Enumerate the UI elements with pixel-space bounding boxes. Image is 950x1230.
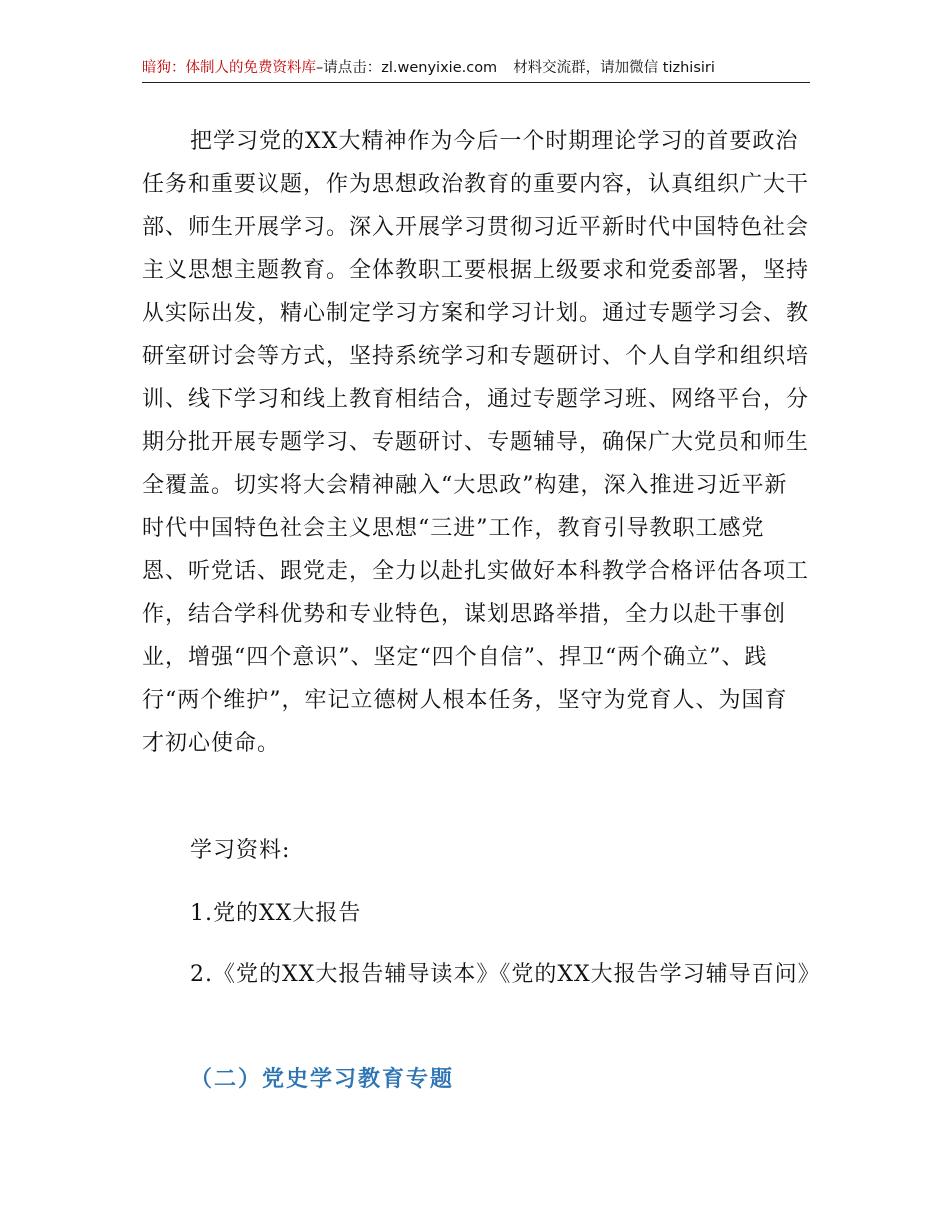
body-paragraph-1: 把学习党的XX大精神作为今后一个时期理论学习的首要政治任务和重要议题，作为思想政治教育的重要内容，认真组织广大干部、师生开展学习。深入开展学习贯彻习近平新时代中国特色社会主义思想主题教育。全体教职工要根据上级要求和党委部署，坚持从实际出发，精心制定学习方案和学习计划。通过专题学习会、教研室研讨会等方式，坚持系统学习和专题研讨、个人自学和组织培训、线下学习和线上教育相结合，通过专题学习班、网络平台，分期分批开展专题学习、专题研讨、专题辅导，确保广大党员和师生全覆盖。切实将大会精神融入“大思政”构建，深入推进习近平新时代中国特色社会主义思想“三进”工作，教育引导教职工感党恩、听党话、跟党走，全力以赴扎实做好本科教学合格评估各项工作，结合学科优势和专业特色，谋划思路举措，全力以赴干事创业，增强“四个意识”、坚定“四个自信”、捍卫“两个确立”、践行“两个维护”，牢记立德树人根本任务，坚守为党育人、为国育才初心使命。 <box>142 129 810 756</box>
material-item-1: 1.党的XX大报告 <box>190 901 362 926</box>
header-group-text: 材料交流群，请加微信 tizhisiri <box>513 60 715 76</box>
section-heading: （二）党史学习教育专题 <box>190 1066 455 1092</box>
materials-label: 学习资料: <box>190 838 291 863</box>
page-header <box>142 58 810 83</box>
material-item-2: 2.《党的XX大报告辅导读本》《党的XX大报告学习辅导百问》 <box>190 962 821 987</box>
header-url-link[interactable]: zl.wenyixie.com <box>381 60 498 76</box>
header-brand: 暗狗：体制人的免费资料库 <box>142 60 316 76</box>
header-click-prompt: –请点击： <box>316 60 382 76</box>
